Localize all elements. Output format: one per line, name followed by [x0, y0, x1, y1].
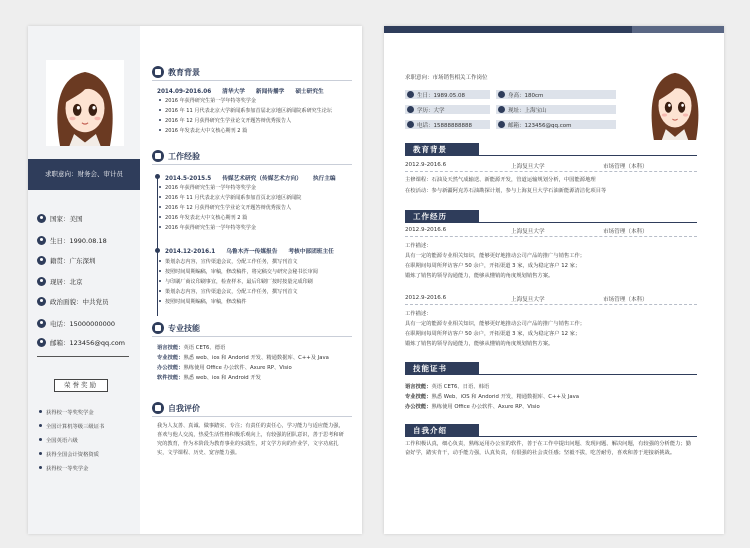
edu-period: 2012.9-2016.6 [405, 162, 447, 168]
dashed-divider [405, 236, 697, 237]
phone-icon [37, 319, 46, 328]
location-icon [498, 106, 505, 113]
job-role: 考核中部团班主任 [288, 249, 334, 255]
edu-bullet: 2016 年 12 月获得研究生学业论文开题答辩优秀报告人 [165, 118, 292, 124]
section-divider [152, 164, 352, 165]
section-title-intro: 自我介绍 [405, 424, 479, 437]
skill-row [405, 382, 489, 390]
job-bullet: 按照时间周期编稿，审稿，修改稿件 [165, 299, 247, 305]
flag-icon [37, 297, 46, 306]
skill-text: 熟练使用 Office 办公软件、Axure RP、Visio [183, 365, 292, 371]
divider [37, 356, 129, 357]
info-text: 电话：15000000000 [50, 319, 115, 328]
info-text: 邮箱：123456@qq.com [508, 122, 572, 129]
job-desc-line: 具有一定的能源专业相关知识，能够更好地推动公司产品的推广与销售工作； [405, 253, 586, 259]
job-bullet: 2016 年获得研究生第一学年特等奖学金 [165, 225, 256, 231]
job-target: 求职意向：市场销售相关工作岗位 [405, 75, 488, 81]
timeline-dot [155, 248, 160, 253]
skill-text: 熟悉 web、ios 和 Android 开发 [183, 375, 261, 381]
section-education [152, 66, 200, 78]
info-residence [37, 275, 83, 287]
info-phone [405, 120, 490, 129]
job-period: 2014.5-2015.5 [165, 176, 212, 182]
edu-activity: 在校活动：参与新疆阿克苏石油勘探计划，参与上海复旦大学石油新能源清洁化项目等 [405, 188, 607, 194]
edu-bullet: 2016 年 11 月代表北京大学新闻系参加首届北京地区新闻院系研究生论坛 [165, 108, 332, 114]
section-title-education: 教育背景 [405, 143, 479, 156]
edu-degree: 硕士研究生 [295, 89, 324, 95]
skill-row [157, 373, 261, 381]
job-desc-line: 在职期间每周所拜访客户 50 余户，开拓渠道 3 家，成为稳定客户 12 家； [405, 331, 581, 337]
award-item: 获得校一等奖奖学金 [46, 410, 94, 416]
job-desc-line: 锻炼了销售的领导沟通能力，能够从懂销的角度规划销售方案。 [405, 341, 554, 347]
info-text: 学历：大学 [417, 107, 445, 114]
location-icon [37, 277, 46, 286]
award-item: 获得校一等奖学金 [46, 466, 89, 472]
info-birthday [37, 234, 107, 246]
section-divider [152, 416, 352, 417]
info-text: 籍贯：广东深圳 [50, 256, 96, 265]
edu-courses: 主修课程：石油及天然气成输送、新能源开发，管道运输规划分析，中国能源地理 [405, 177, 596, 183]
section-evaluation [152, 402, 200, 414]
info-text: 身高：180cm [508, 92, 544, 99]
left-sidebar [28, 26, 140, 534]
dashed-divider [405, 171, 697, 172]
job-desc-line: 锻炼了销售的领导沟通能力，能够从懂销的角度规划销售方案。 [405, 273, 554, 279]
job-period: 2012.9-2016.6 [405, 295, 447, 301]
job-row [165, 246, 343, 255]
info-text: 邮箱：123456@qq.com [50, 338, 126, 347]
skill-row [405, 392, 579, 400]
skill-row [157, 343, 225, 351]
mail-icon [37, 338, 46, 347]
graduation-icon [407, 106, 414, 113]
info-text: 政治面貌：中共党员 [50, 297, 109, 306]
info-height [496, 90, 616, 99]
resume-right [384, 26, 724, 534]
skill-text: 熟悉 Web、iOS 和 Andorid 开发，精通数据库、C++及 Java [431, 394, 579, 400]
dashed-divider [405, 304, 697, 305]
skill-label: 办公技能： [405, 404, 432, 410]
skill-label: 语言技能： [157, 345, 184, 351]
globe-icon [37, 214, 46, 223]
timeline-line [157, 176, 158, 316]
user-icon [152, 402, 164, 414]
job-desc-label: 工作描述： [405, 311, 432, 317]
job-desc-label: 工作描述： [405, 243, 432, 249]
skill-label: 语言技能： [405, 384, 432, 390]
job-row [165, 173, 345, 182]
edu-school: 清华大学 [222, 89, 245, 95]
section-title: 专业技能 [168, 323, 200, 333]
edu-major: 市场管理（本科） [603, 164, 648, 170]
section-title-skills: 技能证书 [405, 362, 479, 375]
info-text: 生日：1990.08.18 [50, 236, 107, 245]
edu-bullet: 2016 年获得研究生第一学年特等奖学金 [165, 98, 256, 104]
section-divider [405, 222, 697, 223]
info-text: 现居：北京 [50, 277, 83, 286]
skill-text: 熟练使用 Office 办公软件、Axure RP、Visio [431, 404, 540, 410]
resume-left [28, 26, 362, 534]
section-title: 工作经验 [168, 151, 200, 161]
job-bullet: 策划杂志内容，宣传渠道会议，分配工作任务，撰写刊首文 [165, 289, 298, 295]
award-item: 全国计算机等级三级证书 [46, 424, 105, 430]
section-title: 教育背景 [168, 67, 200, 77]
skill-row [157, 363, 292, 371]
info-email [496, 120, 616, 129]
section-divider [405, 374, 697, 375]
skill-row [405, 402, 540, 410]
info-phone [37, 317, 115, 329]
edu-major: 新闻传播学 [255, 89, 285, 95]
section-divider [405, 155, 697, 156]
job-position: 市场管理（本科） [603, 297, 648, 303]
skill-label: 办公技能： [157, 365, 184, 371]
job-period: 2014.12-2016.1 [165, 249, 216, 255]
timeline-dot [155, 174, 160, 179]
job-bullet: 与印刷厂商议印刷事宜，检查样本，最后印刷厂按时按量完成印刷 [165, 279, 313, 285]
info-text: 国家：美国 [50, 214, 83, 223]
wrench-icon [152, 322, 164, 334]
job-role: 执行主编 [312, 176, 336, 182]
info-politics [37, 295, 109, 307]
award-item: 全国英语六级 [46, 438, 78, 444]
top-bar-accent [632, 26, 724, 33]
job-bullet: 2016 年 12 月获得研究生学业论文开题答辩优秀报告人 [165, 205, 292, 211]
info-hometown [37, 254, 96, 266]
skill-label: 专业技能： [157, 355, 184, 361]
info-text: 电话：15888888888 [417, 122, 472, 129]
job-bullet: 2016 年 11 月代表北京大学新闻系参加首页北京地区新闻院 [165, 195, 302, 201]
skill-label: 专业技能： [405, 394, 432, 400]
intro-text: 工作积极认真，细心负责，熟练运用办公室的软件，善于在工作中提出问题、发现问题、解决问题，有较强的分析能力；勤奋好学，踏实肯干，动手能力强，认真负责，有很强的社会责任感；坚毅不拔，吃苦耐劳，喜欢和善于迎接新挑战。 [405, 441, 692, 456]
job-period: 2012.9-2016.6 [405, 227, 447, 233]
avatar [642, 62, 708, 140]
job-company: 上海复旦大学 [511, 229, 545, 235]
job-desc-line: 在职期间每周所拜访客户 50 余户，开拓渠道 3 家，成为稳定客户 12 家； [405, 263, 581, 269]
education-row [157, 86, 333, 95]
section-title-work: 工作经历 [405, 210, 479, 223]
section-skills [152, 322, 200, 334]
section-title: 自我评价 [168, 403, 200, 413]
edu-period: 2014.09-2016.06 [157, 89, 212, 95]
left-main [140, 26, 362, 534]
job-bullet: 2016 年发表北大中文核心期刊 2 篇 [165, 215, 248, 221]
edu-school: 上海复旦大学 [511, 164, 545, 170]
info-country [37, 212, 83, 224]
skill-label: 软件技能： [157, 375, 184, 381]
edu-bullet: 2016 年发表北大中文核心期刊 2 篇 [165, 128, 248, 134]
graduation-icon [152, 66, 164, 78]
info-text: 现址：上海宝山 [508, 107, 547, 114]
section-divider [152, 80, 352, 81]
awards-title: 荣誉奖励 [54, 379, 108, 392]
info-email [37, 336, 125, 348]
job-position: 市场管理（本科） [603, 229, 648, 235]
briefcase-icon [152, 150, 164, 162]
section-divider [405, 436, 697, 437]
info-birthday [405, 90, 490, 99]
height-icon [498, 91, 505, 98]
job-target-bar [28, 159, 140, 190]
info-address [496, 105, 616, 114]
skill-text: 英语 CET6、德语 [183, 345, 226, 351]
job-target: 求职意向：财务会、审计员 [45, 170, 123, 178]
info-text: 生日：1989.05.08 [417, 92, 465, 99]
job-org: 传媒艺术研究（传媒艺术方向） [222, 176, 302, 182]
job-bullet: 按照时间周期编稿，审稿，修改稿件，将完稿交与研究会秘书长审阅 [165, 269, 318, 275]
info-education [405, 105, 490, 114]
calendar-icon [407, 91, 414, 98]
job-bullet: 策划杂志内容，宣传渠道会议，分配工作任务，撰写刊首文 [165, 259, 298, 265]
section-work [152, 150, 200, 162]
skill-row [157, 353, 329, 361]
section-divider [152, 336, 352, 337]
phone-icon [407, 121, 414, 128]
evaluation-text: 我为人友善、真诚、做事踏实、专注；有责任的责任心，学习能力与适应能力强，喜欢与他人交流，热爱生活性格积极乐观向上，有较强的团队意识，善于思考和研究的教育，作为本阶段为教育事业的实践生，对文学方向的作业学，文字功底扎实，文学课程、历史、宽容能力强。 [157, 423, 344, 456]
home-icon [37, 256, 46, 265]
job-bullet: 2016 年获得研究生第一学年特等奖学金 [165, 185, 256, 191]
job-desc-line: 具有一定的能源专业相关知识，能够更好地推动公司产品的推广与销售工作； [405, 321, 586, 327]
avatar [46, 60, 124, 146]
skill-text: 英语 CET6、日语、韩语 [431, 384, 490, 390]
calendar-icon [37, 236, 46, 245]
mail-icon [498, 121, 505, 128]
job-company: 上海复旦大学 [511, 297, 545, 303]
award-item: 获得全国会计资格资质 [46, 452, 99, 458]
skill-text: 熟悉 web、ios 和 Andorid 开发、精通数据库、C++及 Java [183, 355, 329, 361]
job-org: 乌鲁木齐一传媒报告 [226, 249, 278, 255]
